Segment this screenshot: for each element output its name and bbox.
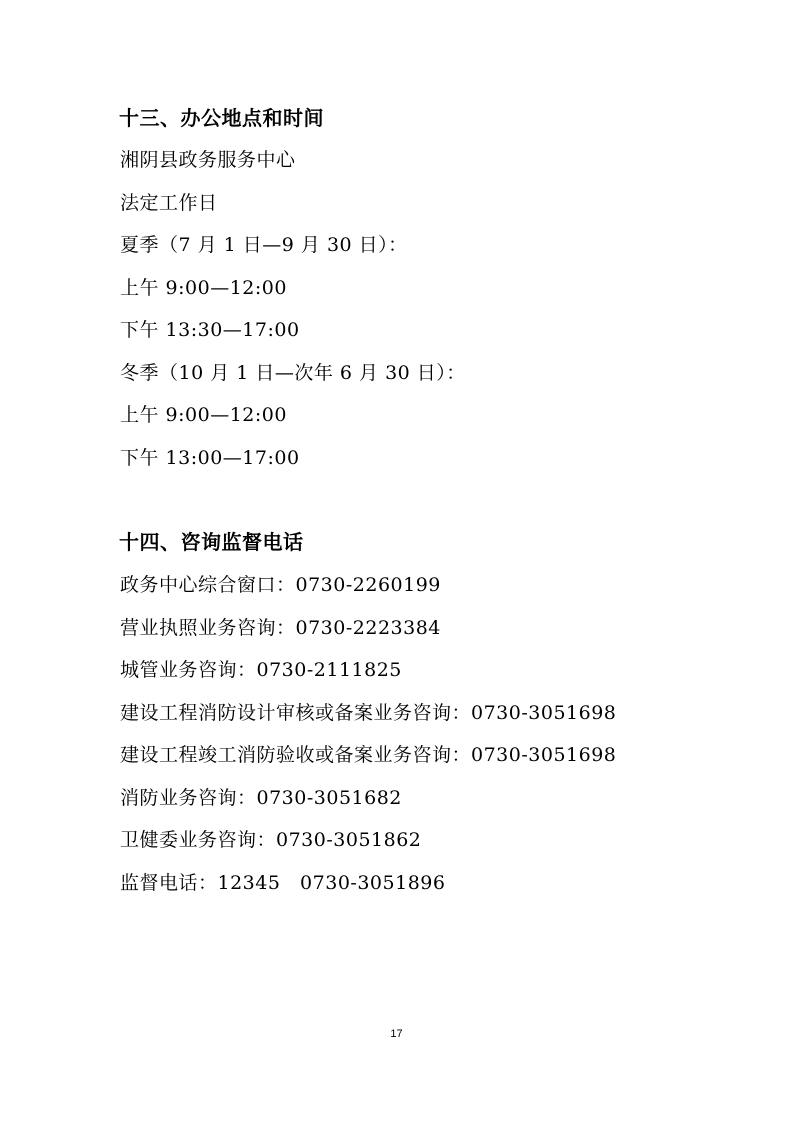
phone-health-commission: 卫健委业务咨询：0730-3051862	[120, 829, 422, 851]
summer-morning-hours: 上午 9:00—12:00	[120, 277, 287, 299]
winter-afternoon-hours: 下午 13:00—17:00	[120, 447, 300, 469]
winter-morning-hours: 上午 9:00—12:00	[120, 404, 287, 426]
phone-service-center: 政务中心综合窗口：0730-2260199	[120, 574, 441, 596]
phone-business-license: 营业执照业务咨询：0730-2223384	[120, 617, 441, 639]
section-14-heading: 十四、咨询监督电话	[119, 530, 304, 554]
phone-urban-management: 城管业务咨询：0730-2111825	[120, 659, 402, 681]
phone-fire-business: 消防业务咨询：0730-3051682	[120, 787, 402, 809]
office-location: 湘阴县政务服务中心	[120, 149, 296, 171]
legal-workday-label: 法定工作日	[120, 192, 218, 214]
phone-fire-design-review: 建设工程消防设计审核或备案业务咨询：0730-3051698	[120, 702, 617, 724]
summer-afternoon-hours: 下午 13:30—17:00	[120, 319, 300, 341]
phone-supervision: 监督电话：12345 0730-3051896	[120, 872, 446, 894]
phone-fire-acceptance: 建设工程竣工消防验收或备案业务咨询：0730-3051698	[120, 744, 617, 766]
summer-period: 夏季（7 月 1 日—9 月 30 日）：	[120, 234, 408, 256]
page-number: 17	[390, 1028, 403, 1040]
section-13-heading: 十三、办公地点和时间	[119, 106, 324, 130]
winter-period: 冬季（10 月 1 日—次年 6 月 30 日）：	[120, 362, 466, 384]
